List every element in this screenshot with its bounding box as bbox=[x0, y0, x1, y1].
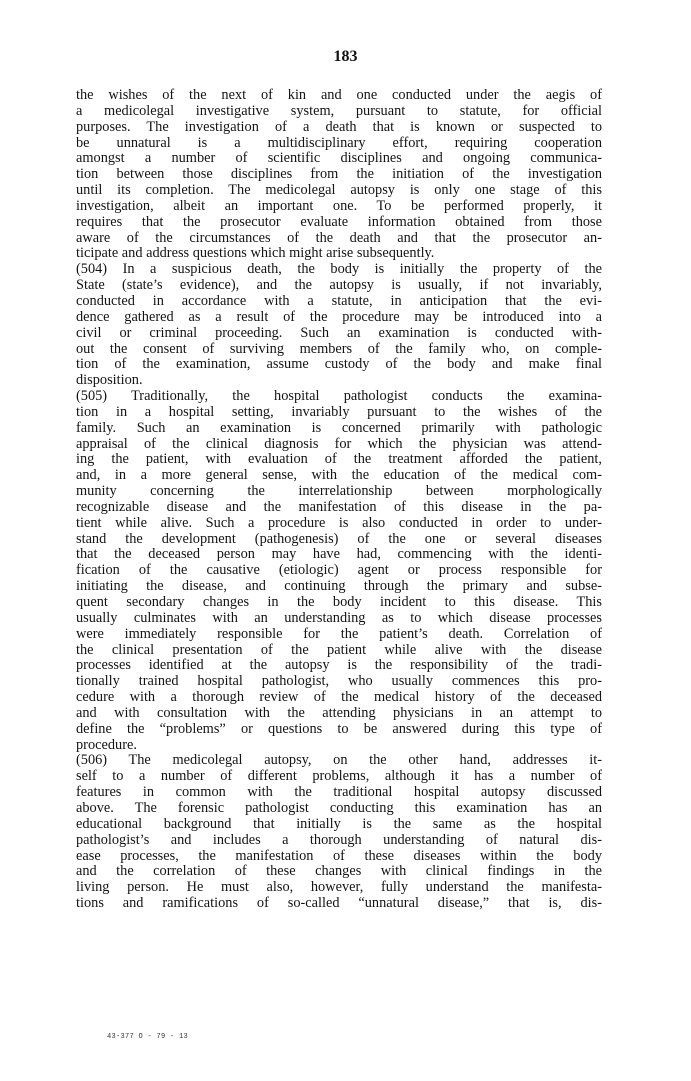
text-line: usually culminates with an understanding as to which disease processes bbox=[76, 609, 602, 626]
text-line: self to a number of different problems, although it has a number of bbox=[76, 768, 602, 785]
text-line: tion of the examination, assume custody of the body and make final bbox=[76, 356, 602, 373]
text-line: family. Such an examination is concerned primarily with pathologic bbox=[76, 419, 602, 436]
text-line: (505) Traditionally, the hospital pathologist conducts the examina- bbox=[76, 388, 602, 405]
text-line: ease processes, the manifestation of these diseases within the body bbox=[76, 847, 602, 864]
text-line: investigation, albeit an important one. To be performed properly, it bbox=[76, 197, 602, 214]
text-line: define the “problems” or questions to be answered during this type of bbox=[76, 720, 602, 737]
text-line: initiating the disease, and continuing through the primary and subse- bbox=[76, 578, 602, 595]
text-line: appraisal of the clinical diagnosis for which the physician was attend- bbox=[76, 435, 602, 452]
text-line: purposes. The investigation of a death that is known or suspected to bbox=[76, 118, 602, 135]
text-line: ing the patient, with evaluation of the treatment afforded the patient, bbox=[76, 451, 602, 468]
text-line: fication of the causative (etiologic) agent or process responsible for bbox=[76, 562, 602, 579]
text-line: tion between those disciplines from the initiation of the investigation bbox=[76, 166, 602, 183]
text-line: conducted in accordance with a statute, in anticipation that the evi- bbox=[76, 292, 602, 309]
text-line: recognizable disease and the manifestation of this disease in the pa- bbox=[76, 498, 602, 515]
text-line: dence gathered as a result of the procedure may be introduced into a bbox=[76, 308, 602, 325]
text-line: living person. He must also, however, fully understand the manifesta- bbox=[76, 879, 602, 896]
text-line: civil or criminal proceeding. Such an examination is conducted with- bbox=[76, 324, 602, 341]
text-line: cedure with a thorough review of the medical history of the deceased bbox=[76, 689, 602, 706]
text-line: ticipate and address questions which might arise subsequently. bbox=[76, 245, 435, 262]
text-line: (506) The medicolegal autopsy, on the other hand, addresses it- bbox=[76, 752, 602, 769]
text-line: tions and ramifications of so-called “unnatural disease,” that is, dis- bbox=[76, 895, 602, 912]
text-line: pathologist’s and includes a thorough understanding of natural dis- bbox=[76, 831, 602, 848]
text-line: educational background that initially is the same as the hospital bbox=[76, 815, 602, 832]
text-line: until its completion. The medicolegal autopsy is only one stage of this bbox=[76, 182, 602, 199]
text-line: tient while alive. Such a procedure is also conducted in order to under- bbox=[76, 514, 602, 531]
text-line: munity concerning the interrelationship between morphologically bbox=[76, 483, 602, 500]
text-line: features in common with the traditional hospital autopsy discussed bbox=[76, 784, 602, 801]
body-text bbox=[76, 88, 602, 912]
text-line: State (state’s evidence), and the autopsy is usually, if not invariably, bbox=[76, 277, 602, 294]
text-line: quent secondary changes in the body incident to this disease. This bbox=[76, 594, 602, 610]
text-line: a medicolegal investigative system, pursuant to statute, for official bbox=[76, 102, 602, 119]
text-line: and, in a more general sense, with the education of the medical com- bbox=[76, 467, 602, 484]
page-number: 183 bbox=[333, 48, 358, 65]
text-line: procedure. bbox=[76, 736, 137, 753]
text-line: and the correlation of these changes with clinical findings in the bbox=[76, 863, 602, 880]
text-line: disposition. bbox=[76, 372, 143, 389]
text-line: that the deceased person may have had, commencing with the identi- bbox=[76, 546, 602, 563]
text-line: above. The forensic pathologist conducting this examination has an bbox=[76, 799, 602, 816]
text-line: (504) In a suspicious death, the body is initially the property of the bbox=[76, 261, 602, 278]
text-line: requires that the prosecutor evaluate information obtained from those bbox=[76, 213, 602, 230]
footer-print-code: 43-377 O - 79 - 13 bbox=[107, 1033, 189, 1041]
text-line: the clinical presentation of the patient while alive with the disease bbox=[76, 641, 602, 658]
text-line: be unnatural is a multidisciplinary effort, requiring cooperation bbox=[76, 134, 602, 151]
text-line: tionally trained hospital pathologist, who usually commences this pro- bbox=[76, 673, 602, 690]
text-line: tion in a hospital setting, invariably pursuant to the wishes of the bbox=[76, 403, 602, 420]
text-line: amongst a number of scientific disciplines and ongoing communica- bbox=[76, 150, 602, 167]
text-line: the wishes of the next of kin and one conducted under the aegis of bbox=[76, 87, 602, 103]
text-line: out the consent of surviving members of the family who, on comple- bbox=[76, 340, 602, 357]
text-line: were immediately responsible for the patient’s death. Correlation of bbox=[76, 625, 602, 642]
text-line: and with consultation with the attending physicians in an attempt to bbox=[76, 704, 602, 721]
text-line: processes identified at the autopsy is the responsibility of the tradi- bbox=[76, 657, 602, 674]
text-line: aware of the circumstances of the death and that the prosecutor an- bbox=[76, 229, 602, 246]
text-line: stand the development (pathogenesis) of the one or several diseases bbox=[76, 530, 602, 547]
